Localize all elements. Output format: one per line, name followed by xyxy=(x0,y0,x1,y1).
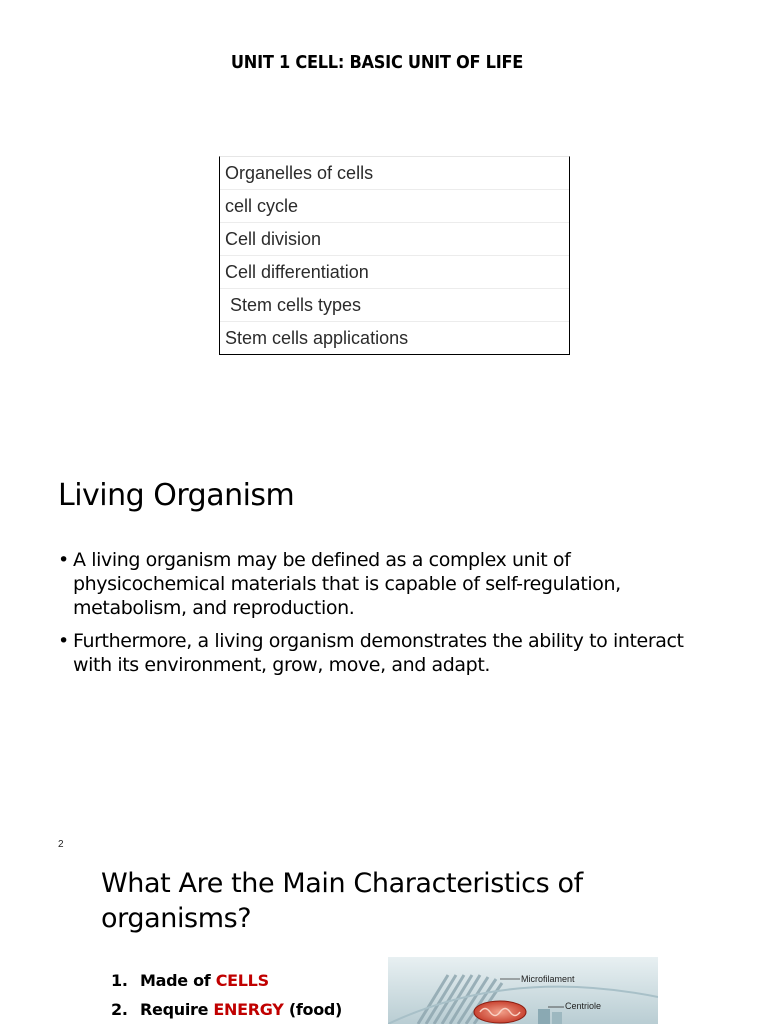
topic-row: Stem cells applications xyxy=(225,328,409,348)
item-highlight: CELLS xyxy=(215,971,269,990)
item-number: 2. xyxy=(111,1000,128,1019)
centriole-icon xyxy=(552,1012,562,1024)
characteristics-heading: What Are the Main Characteristics of organisms? xyxy=(101,868,583,934)
item-suffix: (food) xyxy=(283,1000,343,1019)
topic-row: Cell division xyxy=(220,223,569,256)
topics-table xyxy=(219,156,570,355)
living-organism-bullets xyxy=(58,548,718,686)
page-number: 2 xyxy=(58,839,64,850)
bullet-dot: • xyxy=(58,549,69,571)
centriole-label: Centriole xyxy=(565,1001,602,1011)
item-prefix: Require xyxy=(140,1000,214,1019)
bullet-dot: • xyxy=(58,630,69,652)
item-highlight: ENERGY xyxy=(213,1000,284,1019)
topic-row: Organelles of cells xyxy=(220,157,569,190)
bullet-item xyxy=(58,629,718,677)
topic-row: Stem cells types xyxy=(220,289,569,322)
centriole-icon xyxy=(538,1009,550,1024)
topic-row: cell cycle xyxy=(220,190,569,223)
list-item xyxy=(111,995,342,1024)
list-item xyxy=(111,966,342,995)
topic-row: Cell differentiation xyxy=(220,256,569,289)
bullet-item xyxy=(58,548,718,620)
cell-diagram-image xyxy=(388,957,658,1024)
bullet-text: Furthermore, a living organism demonstrates the ability to interact with its environment, grow, move, and adapt. xyxy=(73,630,684,676)
unit-title: UNIT 1 CELL: BASIC UNIT OF LIFE xyxy=(230,52,524,73)
characteristics-list xyxy=(111,966,342,1024)
item-prefix: Made of xyxy=(140,971,216,990)
bullet-text: A living organism may be defined as a complex unit of physicochemical materials that is capable of self-regulation, metabolism, and reproduction. xyxy=(73,549,621,619)
item-number: 1. xyxy=(111,971,128,990)
microfilament-label: Microfilament xyxy=(521,974,575,984)
living-organism-heading: Living Organism xyxy=(58,478,295,513)
